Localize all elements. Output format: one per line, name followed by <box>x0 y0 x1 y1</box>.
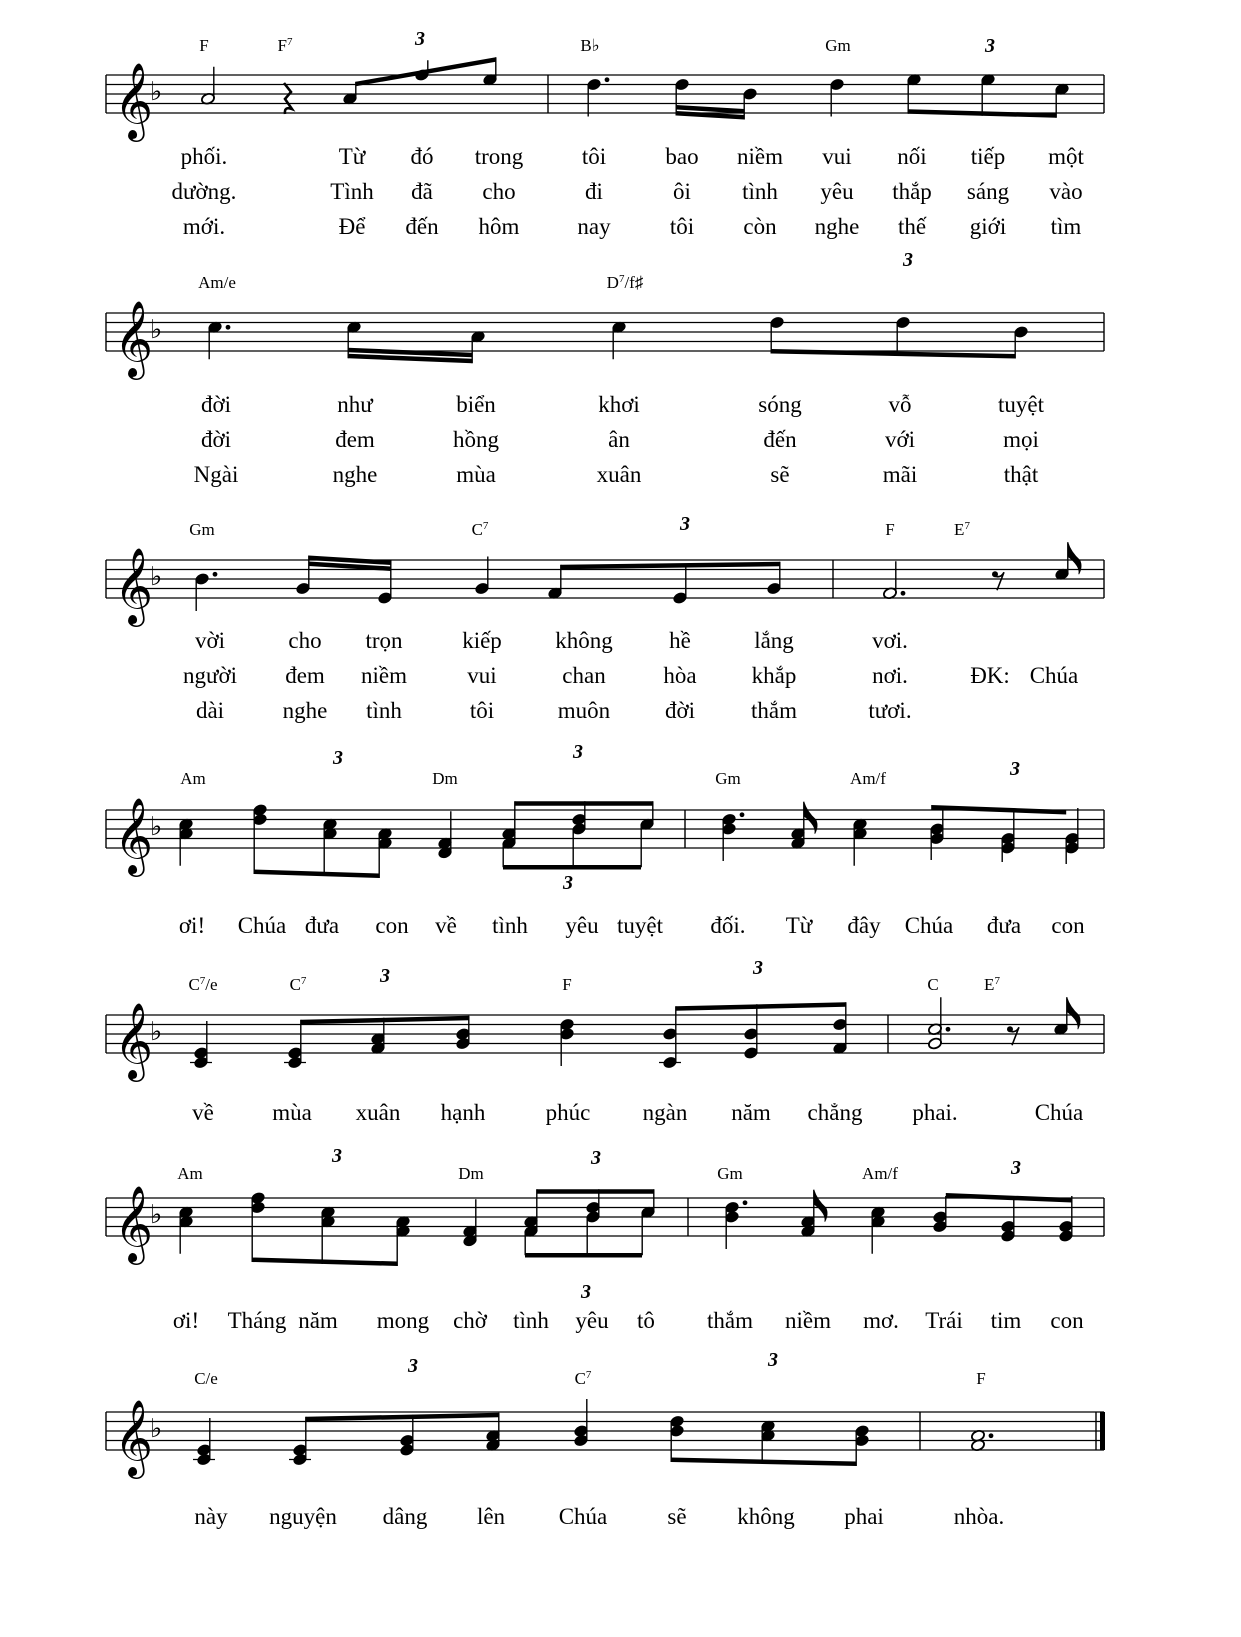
beam <box>252 1258 397 1267</box>
triplet-marker: 3 <box>573 741 583 763</box>
beam <box>515 801 653 806</box>
chord-symbol: Gm <box>825 36 851 55</box>
lyric-syllable: Từ <box>785 913 813 938</box>
dot <box>605 77 610 82</box>
note <box>470 330 485 363</box>
lyric-syllable: về <box>192 1100 214 1125</box>
triplet-marker: 3 <box>380 965 390 987</box>
lyric-syllable: năm <box>298 1308 338 1333</box>
lyric-syllable: đời <box>200 427 232 452</box>
eighth-rest-icon <box>992 571 1004 590</box>
chord-symbol: Dm <box>458 1164 484 1183</box>
note <box>501 801 516 850</box>
lyric-syllable: phai <box>844 1504 884 1529</box>
chord-symbol: $E^7$ <box>954 520 970 539</box>
lyric-syllable: chẳng <box>807 1100 863 1125</box>
beam <box>561 562 780 570</box>
lyric-syllable: thắp <box>892 179 932 204</box>
lyric-syllable: người <box>182 663 238 688</box>
chord-symbol: C <box>927 975 939 994</box>
lyric-syllable: như <box>337 392 373 417</box>
lyric-syllable: nối <box>897 144 927 169</box>
lyric-syllable: trọn <box>365 628 403 653</box>
dot <box>213 572 218 577</box>
lyric-syllable: đối. <box>710 913 746 938</box>
note <box>194 572 217 611</box>
beam <box>306 1413 499 1422</box>
lyric-syllable: không <box>737 1504 795 1529</box>
lyric-syllable: Chúa <box>904 913 954 938</box>
chord-symbol: Am/f <box>850 769 886 788</box>
triplet-marker: 3 <box>563 872 573 894</box>
lyric-syllable: Chúa <box>1029 663 1079 688</box>
triplet-marker: 3 <box>903 249 913 271</box>
lyric-syllable: tuyệt <box>617 913 663 938</box>
lyric-syllable: tình <box>513 1308 549 1333</box>
triplet-marker: 3 <box>753 957 763 979</box>
lyric-syllable: lắng <box>754 628 794 653</box>
lyric-syllable: tô <box>637 1308 655 1333</box>
lyric-syllable: phối. <box>180 144 228 169</box>
staff <box>106 547 1104 627</box>
note <box>322 818 337 876</box>
key-flat-icon: ♭ <box>150 812 163 842</box>
beam <box>931 805 1066 815</box>
note <box>370 1018 385 1055</box>
lyric-syllable: ân <box>608 427 630 452</box>
lyric-syllable: sáng <box>966 179 1010 204</box>
lyric-syllable: mới. <box>182 214 226 239</box>
lyric-syllable: chờ <box>453 1308 487 1333</box>
lyric-syllable: hòa <box>663 663 697 688</box>
lyric-syllable: con <box>375 913 409 938</box>
note <box>927 997 950 1050</box>
chord-symbol: B♭ <box>580 36 600 55</box>
lyric-syllable: hôm <box>478 214 520 239</box>
triplet-marker: 3 <box>333 747 343 769</box>
eighth-rest-icon <box>1007 1026 1019 1045</box>
lyric-syllable: sẽ <box>667 1504 687 1529</box>
lyric-syllable: nay <box>577 214 611 239</box>
lyric-syllable: tìm <box>1050 214 1082 239</box>
lyric-syllable: một <box>1048 144 1084 169</box>
lyric-syllable: con <box>1050 1308 1084 1333</box>
chord-symbol: Gm <box>717 1164 743 1183</box>
note <box>523 1189 538 1238</box>
lyric-syllable: hồng <box>453 427 499 452</box>
lyric-syllable: cho <box>288 628 322 653</box>
chord-symbol: $F^7$ <box>277 36 293 55</box>
staff <box>106 1399 1105 1479</box>
lyric-syllable: yêu <box>820 179 854 204</box>
note <box>178 818 193 866</box>
lyric-syllable: dài <box>195 698 225 723</box>
chord-symbol: $C^7$ <box>471 520 489 539</box>
lyric-syllable: không <box>555 628 613 653</box>
chord-symbol: Am <box>177 1164 203 1183</box>
note <box>586 77 609 116</box>
lyric-syllable: vui <box>822 144 852 169</box>
beam <box>676 1002 846 1011</box>
note <box>1054 542 1081 581</box>
beam <box>356 57 496 86</box>
chord-symbol: $D^7/f♯$ <box>606 273 644 292</box>
treble-clef-icon: 𝄞 <box>114 547 154 624</box>
lyric-syllable: lên <box>476 1504 506 1529</box>
treble-clef-icon: 𝄞 <box>114 1185 154 1262</box>
lyric-syllable: trong <box>474 144 524 169</box>
lyric-syllable: xuân <box>596 462 642 487</box>
note <box>395 1215 410 1266</box>
lyric-syllable: đến <box>763 427 797 452</box>
note <box>895 316 910 356</box>
lyric-syllable: niềm <box>737 144 783 169</box>
lyric-syllable: đem <box>285 663 325 688</box>
lyric-syllable: ĐK: <box>970 663 1010 688</box>
lyric-syllable: ngàn <box>642 1100 688 1125</box>
lyric-syllable: tôi <box>469 698 495 723</box>
lyric-syllable: nơi. <box>872 663 908 688</box>
note <box>474 557 489 596</box>
chord-symbol: Am <box>180 769 206 788</box>
lyric-syllable: Tình <box>330 179 374 204</box>
lyric-syllable: còn <box>743 214 777 239</box>
lyric-syllable: biển <box>456 392 496 417</box>
lyric-syllable: yêu <box>565 913 599 938</box>
key-flat-icon: ♭ <box>150 1200 163 1230</box>
lyric-syllable: tuyệt <box>998 392 1044 417</box>
key-flat-icon: ♭ <box>150 77 163 107</box>
staff <box>106 1002 1104 1082</box>
lyric-syllable: đưa <box>304 913 340 938</box>
note <box>200 67 215 106</box>
lyric-syllable: đây <box>847 913 881 938</box>
lyric-syllable: mãi <box>882 462 918 487</box>
lyric-syllable: chan <box>562 663 606 688</box>
treble-clef-icon: 𝄞 <box>114 1002 154 1079</box>
lyric-syllable: thắm <box>751 698 797 723</box>
note <box>611 321 626 360</box>
lyric-syllable: nguyện <box>269 1504 337 1529</box>
final-barline <box>1100 1412 1105 1450</box>
lyric-syllable: thắm <box>707 1308 753 1333</box>
lyric-syllable: năm <box>731 1100 771 1125</box>
chord-symbol: Am/f <box>862 1164 898 1183</box>
beam <box>537 1189 654 1194</box>
lyric-syllable: với <box>884 427 916 452</box>
chord-symbol: Gm <box>189 520 215 539</box>
note <box>854 1424 869 1466</box>
chord-symbol: Gm <box>715 769 741 788</box>
note <box>178 1206 193 1254</box>
lyric-syllable: nghe <box>332 462 378 487</box>
dot <box>226 325 231 330</box>
lyric-syllable: bao <box>665 144 699 169</box>
lyric-syllable: tiếp <box>970 144 1006 169</box>
triplet-marker: 3 <box>768 1349 778 1371</box>
lyric-syllable: mùa <box>272 1100 312 1125</box>
lyric-syllable: dâng <box>382 1504 428 1529</box>
lyric-syllable: hạnh <box>440 1100 486 1125</box>
lyric-syllable: sẽ <box>770 462 790 487</box>
note <box>320 1206 335 1264</box>
note <box>760 1420 775 1464</box>
beam <box>254 870 379 879</box>
dot <box>740 812 745 817</box>
lyric-syllable: niềm <box>361 663 407 688</box>
lyric-syllable: tình <box>742 179 778 204</box>
chord-symbol: F <box>885 520 895 539</box>
triplet-marker: 3 <box>680 513 690 535</box>
lyric-syllable: phai. <box>912 1100 958 1125</box>
lyric-syllable: này <box>194 1504 228 1529</box>
lyric-syllable: Chúa <box>558 1504 608 1529</box>
lyric-syllable: đời <box>200 392 232 417</box>
key-flat-icon: ♭ <box>150 1414 163 1444</box>
lyric-syllable: đến <box>405 214 439 239</box>
note <box>790 802 817 850</box>
lyric-syllable: yêu <box>575 1308 609 1333</box>
triplet-marker: 3 <box>408 1355 418 1377</box>
note <box>377 827 392 878</box>
beam <box>946 1193 1072 1203</box>
lyric-syllable: Trái <box>925 1308 963 1333</box>
note <box>559 1018 574 1066</box>
lyric-syllable: thế <box>897 214 927 239</box>
lyric-syllable: con <box>1051 913 1085 938</box>
lyric-syllable: đưa <box>986 913 1022 938</box>
lyric-syllable: mùa <box>456 462 496 487</box>
lyric-syllable: khơi <box>598 392 640 417</box>
key-flat-icon: ♭ <box>150 1017 163 1047</box>
note <box>284 1020 306 1069</box>
treble-clef-icon: 𝄞 <box>114 300 154 377</box>
lyric-syllable: kiếp <box>462 628 502 653</box>
lyric-syllable: mong <box>376 1308 430 1333</box>
lyric-syllable: thật <box>1003 462 1039 487</box>
lyric-syllable: Từ <box>338 144 366 169</box>
dot <box>989 1433 994 1438</box>
lyric-syllable: sóng <box>758 392 802 417</box>
note <box>829 78 844 117</box>
lyric-syllable: tình <box>492 913 528 938</box>
lyric-syllable: vỗ <box>888 392 912 417</box>
chord-symbol: $E^7$ <box>984 975 1000 994</box>
lyric-syllable: nhòa. <box>953 1504 1005 1529</box>
note <box>832 1002 847 1055</box>
lyric-syllable: hề <box>669 628 691 653</box>
dot <box>901 591 906 596</box>
note <box>743 1004 758 1059</box>
lyric-syllable: mơ. <box>863 1308 899 1333</box>
lyric-syllable: tươi. <box>868 698 912 723</box>
lyric-syllable: ơi! <box>178 913 206 938</box>
lyric-syllable: giới <box>969 214 1007 239</box>
note <box>295 556 310 596</box>
note <box>485 1413 500 1452</box>
chord-symbol: $C^7$ <box>289 975 307 994</box>
treble-clef-icon: 𝄞 <box>114 1399 154 1476</box>
note <box>659 1006 681 1069</box>
key-flat-icon: ♭ <box>150 562 163 592</box>
lyric-syllable: nghe <box>282 698 328 723</box>
lyric-syllable: phúc <box>545 1100 591 1125</box>
lyric-syllable: dường. <box>171 179 237 204</box>
note <box>462 1199 477 1247</box>
triplet-marker: 3 <box>581 1281 591 1303</box>
chord-symbol: F <box>562 975 572 994</box>
staff <box>106 62 1104 142</box>
triplet-marker: 3 <box>332 1145 342 1167</box>
dot <box>743 1200 748 1205</box>
lyric-syllable: tôi <box>669 214 695 239</box>
lyric-syllable: ôi <box>673 179 691 204</box>
lyric-syllable: muôn <box>557 698 611 723</box>
triplet-marker: 3 <box>591 1147 601 1169</box>
lyric-syllable: tôi <box>581 144 607 169</box>
beam <box>301 1016 469 1025</box>
lyric-syllable: khắp <box>751 663 797 688</box>
note <box>669 1415 684 1462</box>
chord-symbol: Am/e <box>198 273 236 292</box>
lyric-syllable: Ngài <box>193 462 239 487</box>
note <box>190 1021 212 1069</box>
chord-symbol: F <box>199 36 209 55</box>
lyric-syllable: vào <box>1049 179 1083 204</box>
chord-symbol: Dm <box>432 769 458 788</box>
lyric-syllable: ơi! <box>172 1308 200 1333</box>
note <box>193 1418 215 1466</box>
triplet-marker: 3 <box>985 35 995 57</box>
lyric-syllable: về <box>435 913 457 938</box>
lyric-syllable: niềm <box>785 1308 831 1333</box>
note <box>1053 997 1080 1036</box>
note <box>437 811 452 859</box>
lyric-syllable: Chúa <box>1034 1100 1084 1125</box>
note <box>289 1417 311 1466</box>
dot <box>946 1027 951 1032</box>
key-flat-icon: ♭ <box>150 315 163 345</box>
lyric-syllable: mọi <box>1003 427 1039 452</box>
triplet-marker: 3 <box>1010 758 1020 780</box>
note <box>882 561 905 600</box>
chord-symbol: $C^7/e$ <box>188 975 218 994</box>
lyric-syllable: đi <box>585 179 603 204</box>
staff <box>106 300 1104 380</box>
treble-clef-icon: 𝄞 <box>114 62 154 139</box>
triplet-marker: 3 <box>1011 1157 1021 1179</box>
lyric-syllable: Để <box>338 214 366 239</box>
chord-symbol: F <box>976 1369 986 1388</box>
note <box>207 321 230 360</box>
note <box>800 1190 827 1238</box>
lyric-syllable: cho <box>482 179 516 204</box>
lyric-syllable: tim <box>990 1308 1022 1333</box>
lyric-syllable: vui <box>467 663 497 688</box>
chord-symbol: C/e <box>194 1369 218 1388</box>
lyric-syllable: Chúa <box>237 913 287 938</box>
note <box>573 1399 588 1447</box>
note <box>455 1016 470 1050</box>
note <box>852 818 867 866</box>
beam <box>671 1458 856 1467</box>
note <box>870 1206 885 1254</box>
lyric-syllable: đó <box>410 144 434 169</box>
chord-symbol: $C^7$ <box>574 1369 592 1388</box>
lyric-syllable: nghe <box>814 214 860 239</box>
treble-clef-icon: 𝄞 <box>114 797 154 874</box>
lyric-syllable: đem <box>335 427 375 452</box>
lyric-syllable: xuân <box>355 1100 401 1125</box>
lyric-syllable: đời <box>664 698 696 723</box>
lyric-syllable: đã <box>411 179 433 204</box>
note <box>769 316 784 354</box>
lyric-syllable: tình <box>366 698 402 723</box>
quarter-rest-icon <box>284 83 292 114</box>
lyric-syllable: vơi. <box>872 628 908 653</box>
lyric-syllable: Tháng <box>227 1308 287 1333</box>
triplet-marker: 3 <box>415 28 425 50</box>
lyric-syllable: vời <box>194 628 226 653</box>
